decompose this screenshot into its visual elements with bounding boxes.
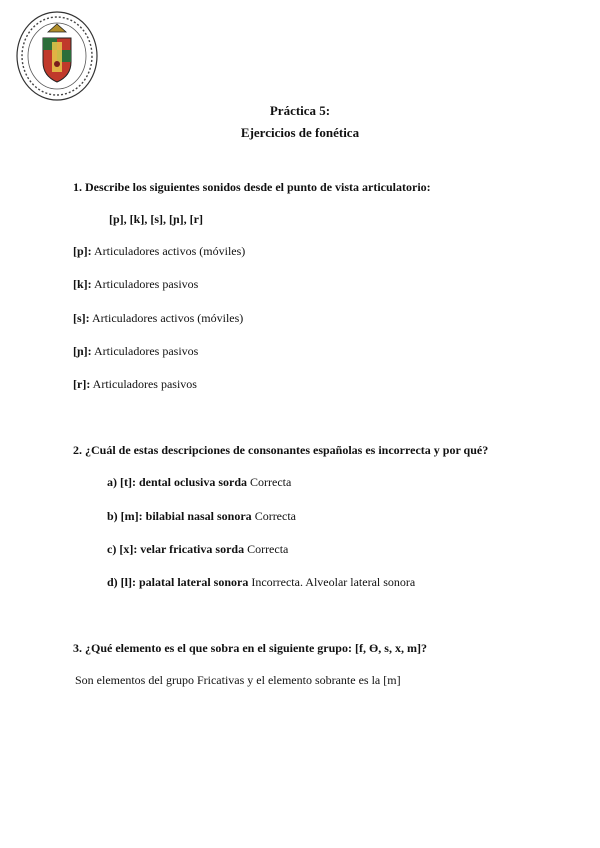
option-row (107, 542, 288, 556)
sounds-list: [p], [k], [s], [ɲ], [r] (109, 212, 203, 226)
option-answer: Correcta (244, 542, 289, 556)
sound-label: [k]: (73, 277, 92, 291)
option-label: c) [x]: velar fricativa sorda (107, 542, 245, 556)
answer-text: Articuladores pasivos (91, 277, 199, 291)
sound-label: [r]: (73, 377, 91, 391)
answer-row (73, 311, 243, 325)
option-row (107, 509, 296, 523)
option-answer: Correcta (247, 475, 292, 489)
sound-label: [ɲ]: (73, 344, 92, 358)
answer-row (73, 277, 198, 291)
answer-text: Articuladores activos (móviles) (91, 244, 246, 258)
page-title: Práctica 5: (269, 103, 331, 118)
answer-text: Articuladores activos (móviles) (89, 311, 244, 325)
sound-label: [p]: (73, 244, 92, 258)
option-row (107, 475, 291, 489)
answer-text: Articuladores pasivos (91, 344, 199, 358)
university-crest-icon (14, 8, 100, 104)
answer-row (73, 377, 197, 391)
option-answer: Incorrecta. Alveolar lateral sonora (248, 575, 416, 589)
question-3: 3. ¿Qué elemento es el que sobra en el siguiente grupo: [f, Ɵ, s, x, m]? (73, 641, 427, 655)
page-subtitle: Ejercicios de fonética (240, 125, 360, 140)
option-row (107, 575, 415, 589)
option-answer: Correcta (251, 509, 296, 523)
question-1: 1. Describe los siguientes sonidos desde el punto de vista articulatorio: (73, 180, 431, 194)
option-label: d) [l]: palatal lateral sonora (107, 575, 249, 589)
answer-row (73, 344, 198, 358)
answer-text: Articuladores pasivos (90, 377, 197, 391)
option-label: a) [t]: dental oclusiva sorda (107, 475, 247, 489)
sound-label: [s]: (73, 311, 90, 325)
question-2: 2. ¿Cuál de estas descripciones de consonantes españolas es incorrecta y por qué? (73, 443, 489, 457)
answer-text: Son elementos del grupo Fricativas y el elemento sobrante es la [m] (75, 673, 401, 687)
answer-row (73, 244, 245, 258)
option-label: b) [m]: bilabial nasal sonora (107, 509, 252, 523)
